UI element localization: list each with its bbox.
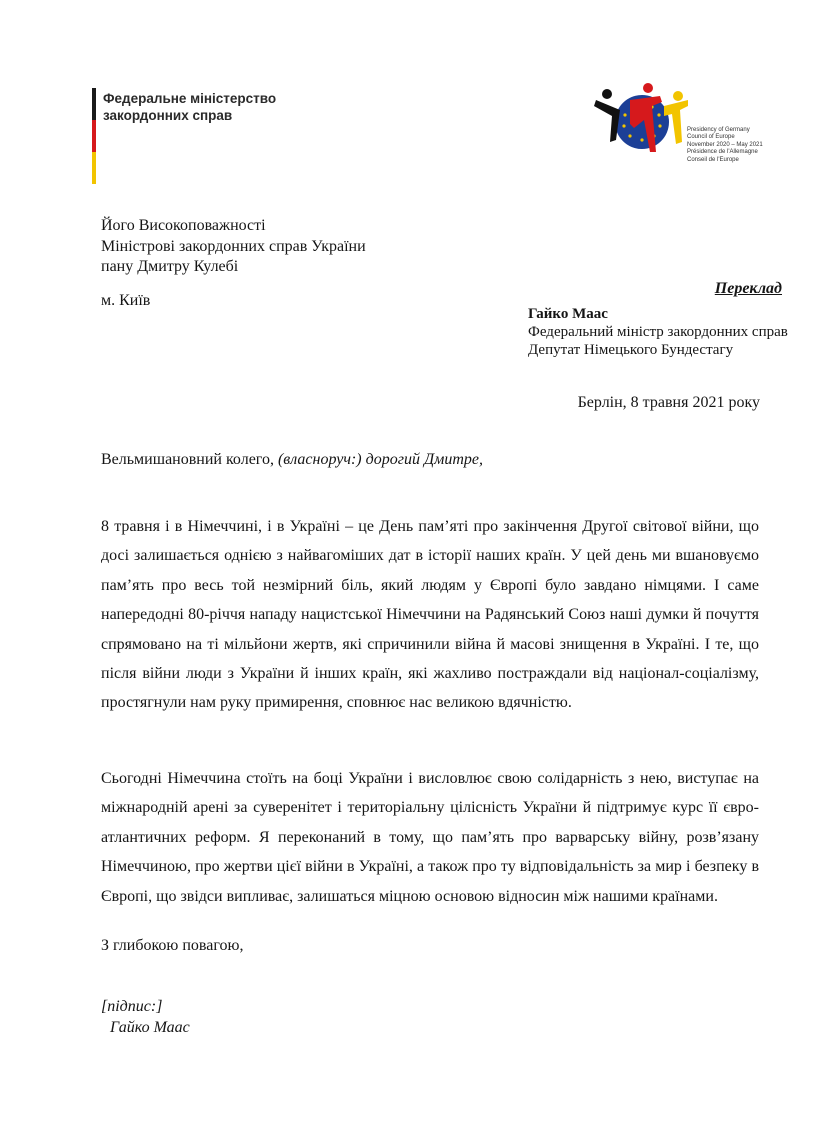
addressee-block <box>101 216 366 278</box>
presidency-line-2: Council of Europe <box>687 134 735 141</box>
sender-block <box>528 305 788 359</box>
ministry-line-1: Федеральне міністерство <box>103 91 277 106</box>
closing-phrase: З глибокою повагою, <box>101 937 244 954</box>
addressee-line-1: Його Високоповажності <box>101 217 266 234</box>
signature-note: [підпис:] <box>101 998 163 1015</box>
presidency-logo-icon <box>590 80 690 160</box>
sender-title-2: Депутат Німецького Бундестагу <box>528 342 734 358</box>
ministry-header <box>103 90 323 124</box>
presidency-line-3: November 2020 – May 2021 <box>687 141 763 148</box>
body-paragraph-1: 8 травня і в Німеччині, і в Україні – це День пам’яті про закінчення Другої світової війни, що досі залишається однією з найвагоміших дат в історії наших країн. У цей день ми вшановуємо пам’ять про весь той незмірний біль, який людям у Європі було завдано німцями. І саме напередодні 80-річчя нападу нацистської Німеччини на Радянський Союз наші думки й почуття спрямовано на ті мільйони жертв, які спричинили війна й масові знищення в Україні. І те, що після війни люди з України й інших країн, які жахливо постраждали від націонал-соціалізму, простягнули нам руку примирення, сповнює нас великою вдячністю. <box>101 518 759 712</box>
presidency-line-4: Présidence de l'Allemagne <box>687 149 758 156</box>
salutation <box>101 451 483 469</box>
salutation-lead: Вельмишановний колего, <box>101 451 278 468</box>
letter-date: Берлін, 8 травня 2021 року <box>577 394 760 411</box>
presidency-line-1: Presidency of Germany <box>687 127 750 133</box>
presidency-caption <box>687 127 797 164</box>
sender-title-1: Федеральний міністр закордонних справ <box>528 324 788 340</box>
addressee-city: м. Київ <box>101 292 151 309</box>
german-flag-stripe <box>92 88 96 184</box>
presidency-line-5: Conseil de l'Europe <box>687 156 739 163</box>
sender-name: Гайко Маас <box>528 306 608 322</box>
addressee-line-2: Міністрові закордонних справ України <box>101 237 366 255</box>
addressee-line-3: пану Дмитру Кулебі <box>101 258 239 275</box>
body-paragraph-2: Сьогодні Німеччина стоїть на боці України і висловлює свою солідарність з нею, виступає на міжнародній арені за суверенітет і територіальну цілісність України й підтримує курс її євро-атлантичних реформ. Я переконаний в тому, що пам’ять про варварську війну, розв’язану Німеччиною, про жертви цієї війни в Україні, а також про ту відповідальність за мир і безпеку в Європі, що звідси випливає, залишаться міцною основою відносин між нашими країнами. <box>101 770 759 905</box>
signature-name: Гайко Маас <box>110 1019 190 1036</box>
translation-mark: Переклад <box>714 280 782 297</box>
ministry-line-2: закордонних справ <box>103 108 233 123</box>
salutation-handwritten: (власноруч:) дорогий Дмитре, <box>277 451 484 468</box>
